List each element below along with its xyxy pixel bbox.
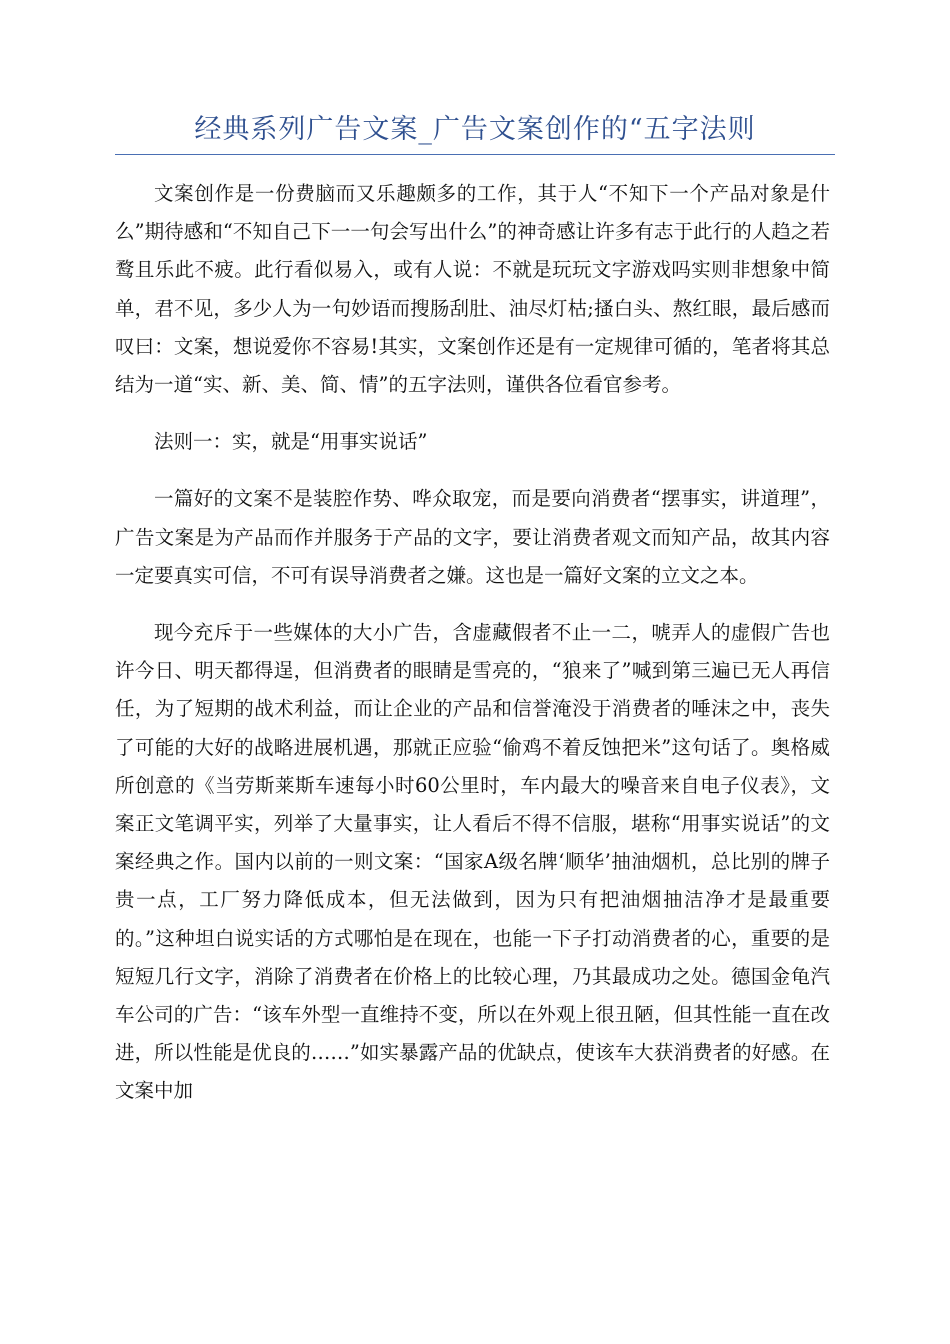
title-underline [115,154,835,155]
paragraph-examples: 现今充斥于一些媒体的大小广告，含虚藏假者不止一二，唬弄人的虚假广告也许今日、明天都得逞，但消费者的眼睛是雪亮的，“狼来了”喊到第三遍已无人再信任，为了短期的战术利益，而让企业的产品和信誉淹没于消费者的唾沫之中，丧失了可能的大好的战略进展机遇，那就正应验“偷鸡不着反蚀把米”这句话了。奥格威所创意的《当劳斯莱斯车速每小时60公里时，车内最大的噪音来自电子仪表》，文案正文笔调平实，列举了大量事实，让人看后不得不信服，堪称“用事实说话”的文案经典之作。国内以前的一则文案：“国家A级名牌‘顺华’抽油烟机，总比别的牌子贵一点，工厂努力降低成本，但无法做到，因为只有把油烟抽洁净才是最重要的。”这种坦白说实话的方式哪怕是在现在，也能一下子打动消费者的心，重要的是短短几行文字，消除了消费者在价格上的比较心理，乃其最成功之处。德国金龟汽车公司的广告：“该车外型一直维持不变，所以在外观上很丑陋，但其性能一直在改进，所以性能是优良的……”如实暴露产品的优缺点，使该车大获消费者的好感。在文案中加 [115,621,830,1103]
document-title: 经典系列广告文案_广告文案创作的“五字法则 [194,114,756,145]
paragraph-intro: 文案创作是一份费脑而又乐趣颇多的工作，其于人“不知下一个产品对象是什么”期待感和“不知自己下一一句会写出什么”的神奇感让许多有志于此行的人趋之若鹜且乐此不疲。此行看似易入，或有人说：不就是玩玩文字游戏吗实则非想象中简单，君不见，多少人为一句妙语而搜肠刮肚、油尽灯枯;搔白头、熬红眼，最后感而叹曰：文案，想说爱你不容易!其实，文案创作还是有一定规律可循的，笔者将其总结为一道“实、新、美、简、情”的五字法则，谨供各位看官参考。 [115,182,830,397]
paragraph-rule-one: 一篇好的文案不是装腔作势、哗众取宠，而是要向消费者“摆事实，讲道理”，广告文案是为产品而作并服务于产品的文字，要让消费者观文而知产品，故其内容一定要真实可信，不可有误导消费者之嫌。这也是一篇好文案的立文之本。 [115,487,830,587]
document-body [115,175,830,1130]
rule-one-heading: 法则一：实，就是“用事实说话” [154,430,428,454]
